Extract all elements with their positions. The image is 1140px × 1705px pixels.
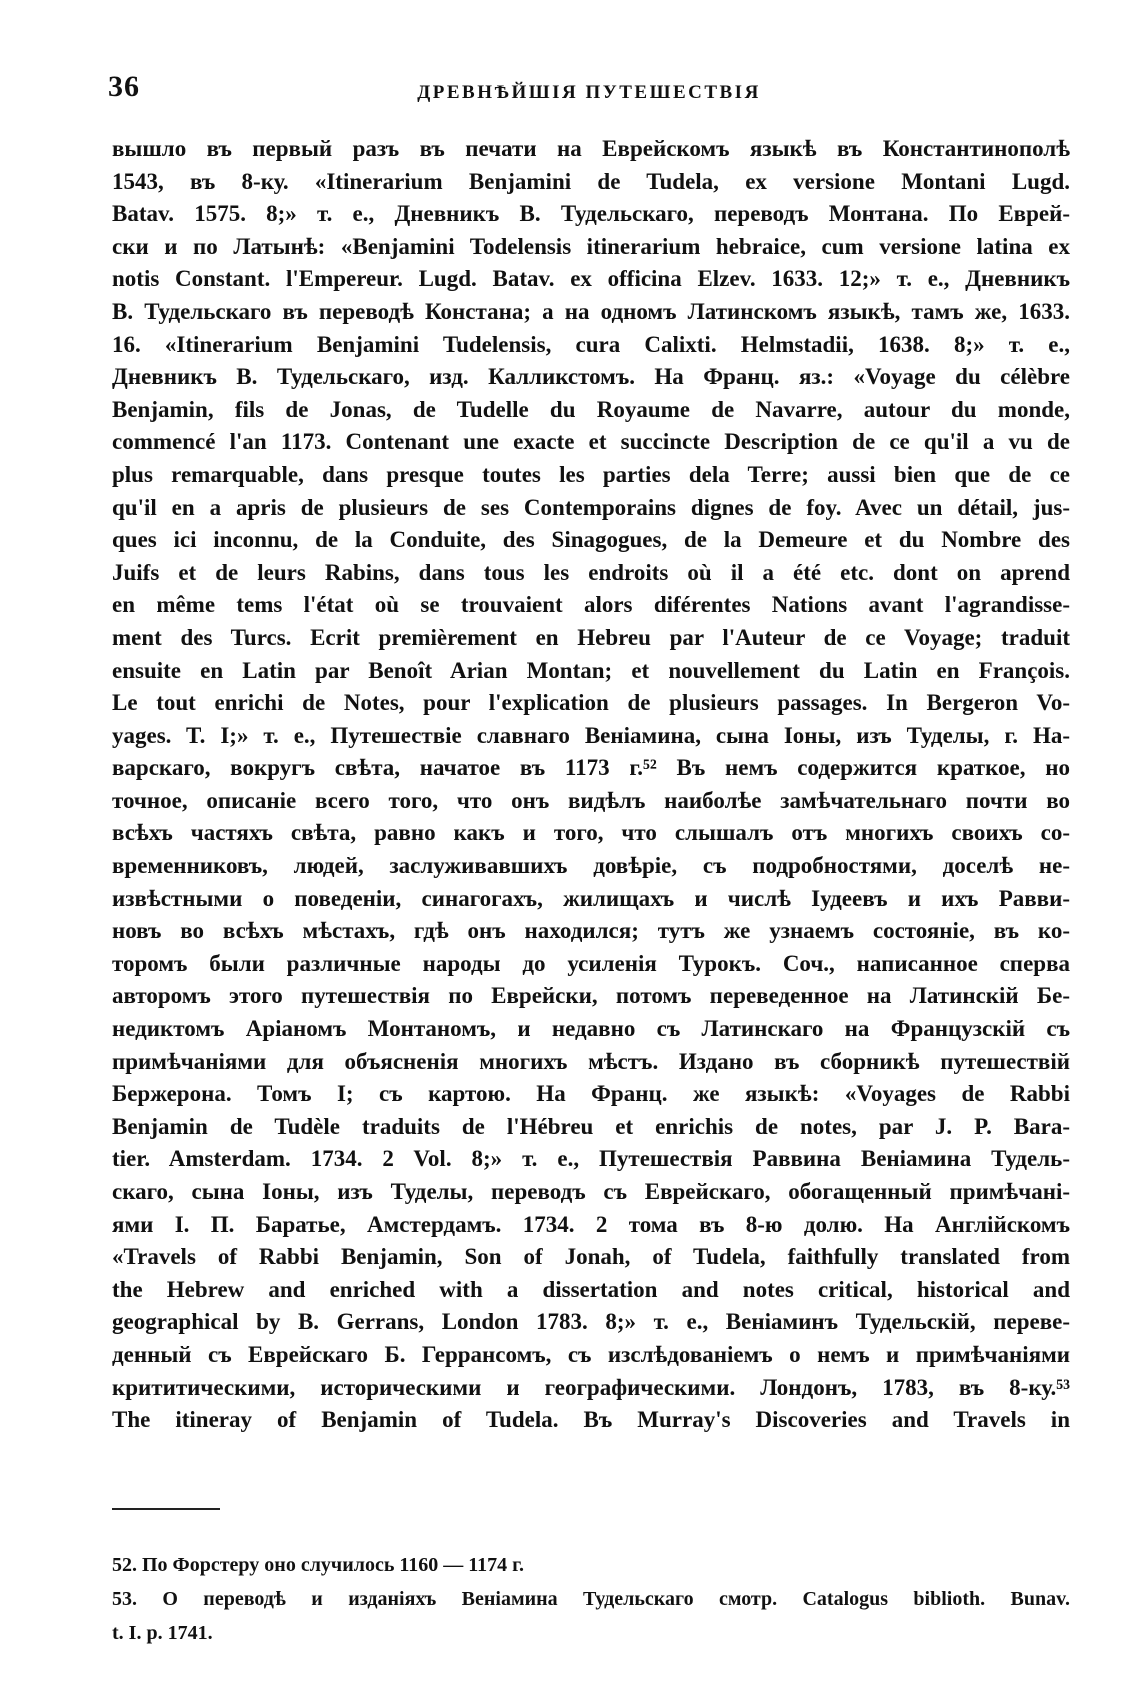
text-line: 16. «Itinerarium Benjamini Tudelensis, cura Calixti. Helmstadii, 1638. 8;» т. е.,	[112, 331, 1070, 357]
text-line: plus remarquable, dans presque toutes les parties dela Terre; aussi bien que de ce	[112, 461, 1070, 487]
text-line: Batav. 1575. 8;» т. е., Дневникъ В. Тудельскаго, переводъ Монтана. По Еврей-	[112, 201, 1070, 227]
text-line: скаго, сына Іоны, изъ Туделы, переводъ съ Еврейскаго, обогащенный примѣчані-	[112, 1179, 1070, 1204]
text-line: the Hebrew and enriched with a dissertation and notes critical, historical and	[112, 1276, 1070, 1302]
text-line: ment des Turcs. Ecrit premièrement en Hebreu par l'Auteur de ce Voyage; traduit	[112, 624, 1070, 650]
text-line: недиктомъ Аріаномъ Монтаномъ, и недавно съ Латинскаго на Французскій съ	[112, 1016, 1070, 1042]
footnote-52: 52. По Форстеру оно случилось 1160 — 1174 г.	[112, 1554, 525, 1576]
text-line: 1543, въ 8-ку. «Itinerarium Benjamini de Tudela, ex versione Montani Lugd.	[112, 168, 1070, 194]
text-line: Дневникъ В. Тудельскаго, изд. Калликстомъ. На Франц. яз.: «Voyage du célèbre	[112, 364, 1070, 390]
text-line: ensuite en Latin par Benoît Arian Montan; et nouvellement du Latin en François.	[112, 657, 1070, 683]
text-line: всѣхъ частяхъ свѣта, равно какъ и того, что слышалъ отъ многихъ своихъ со-	[112, 820, 1070, 846]
text-line: ques ici inconnu, de la Conduite, des Sinagogues, de la Demeure et du Nombre des	[112, 527, 1070, 553]
text-line: временниковъ, людей, заслуживавшихъ довѣріе, съ подробностями, доселѣ не-	[112, 853, 1070, 879]
text-line: en même tems l'état où se trouvaient alors diférentes Nations avant l'agrandisse-	[112, 592, 1070, 618]
text-line: варскаго, вокругъ свѣта, начатое въ 1173 г.⁵² Въ немъ содержится краткое, но	[112, 755, 1070, 781]
text-line: примѣчаніями для объясненія многихъ мѣстъ. Издано въ сборникѣ путешествій	[112, 1048, 1070, 1074]
text-line: торомъ были различные народы до усиленія Турокъ. Соч., написанное сперва	[112, 950, 1070, 976]
text-line: крититическими, историческими и географическими. Лондонъ, 1783, въ 8-ку.⁵³	[112, 1374, 1070, 1400]
text-line: В. Тудельскаго въ переводѣ Констана; а на одномъ Латинскомъ языкѣ, тамъ же, 1633.	[112, 298, 1070, 324]
text-line: yages. T. I;» т. е., Путешествіе славнаго Веніамина, сына Іоны, изъ Туделы, г. На-	[112, 722, 1070, 748]
text-line: новъ во всѣхъ мѣстахъ, гдѣ онъ находился; тутъ же узнаемъ состояніе, въ ко-	[112, 918, 1070, 944]
text-line: commencé l'an 1173. Contenant une exacte et succincte Description de ce qu'il a vu de	[112, 429, 1070, 455]
page-number: 36	[108, 70, 140, 103]
text-line: notis Constant. l'Empereur. Lugd. Batav. ex officina Elzev. 1633. 12;» т. е., Дневникъ	[112, 266, 1070, 292]
footnote-53: 53. О переводѣ и изданіяхъ Веніамина Тудельскаго смотр. Catalogus biblioth. Bunav.	[112, 1588, 1070, 1610]
text-line: qu'il en a apris de plusieurs de ses Contemporains dignes de foy. Avec un détail, jus-	[112, 494, 1070, 520]
text-line: The itineray of Benjamin of Tudela. Въ Murray's Discoveries and Travels in	[112, 1407, 1070, 1433]
text-line: Le tout enrichi de Notes, pour l'explication de plusieurs passages. In Bergeron Vo-	[112, 690, 1070, 716]
body-text	[112, 133, 1070, 1437]
text-line: Бержерона. Томъ I; съ картою. На Франц. же языкѣ: «Voyages de Rabbi	[112, 1081, 1070, 1107]
text-line: ями І. П. Баратье, Амстердамъ. 1734. 2 тома въ 8-ю долю. На Англійскомъ	[112, 1211, 1070, 1237]
footnote-divider	[112, 1508, 220, 1510]
text-line: точное, описаніе всего того, что онъ видѣлъ наиболѣе замѣчательнаго почти во	[112, 787, 1070, 813]
footnotes	[112, 1548, 1070, 1650]
text-line: «Travels of Rabbi Benjamin, Son of Jonah, of Tudela, faithfully translated from	[112, 1244, 1070, 1270]
footnote-53-continued: t. I. p. 1741.	[112, 1622, 213, 1644]
text-line: Benjamin, fils de Jonas, de Tudelle du Royaume de Navarre, autour du monde,	[112, 396, 1070, 422]
text-line: авторомъ этого путешествія по Еврейски, потомъ переведенное на Латинскій Бе-	[112, 983, 1070, 1009]
text-line: извѣстными о поведеніи, синагогахъ, жилищахъ и числѣ Іудеевъ и ихъ Равви-	[112, 885, 1070, 911]
running-head	[108, 70, 1070, 110]
text-line: ски и по Латынѣ: «Benjamini Todelensis itinerarium hebraice, cum versione latina ex	[112, 233, 1070, 259]
text-line: вышло въ первый разъ въ печати на Еврейскомъ языкѣ въ Константинополѣ	[112, 136, 1070, 161]
text-line: Juifs et de leurs Rabins, dans tous les endroits où il a été etc. dont on aprend	[112, 559, 1070, 585]
text-line: geographical by B. Gerrans, London 1783. 8;» т. е., Веніаминъ Тудельскій, переве-	[112, 1309, 1070, 1335]
text-line: tier. Amsterdam. 1734. 2 Vol. 8;» т. е., Путешествія Раввина Веніамина Тудель-	[112, 1146, 1070, 1172]
running-title: ДРЕВНѢЙШІЯ ПУТЕШЕСТВІЯ	[417, 82, 761, 103]
text-line: денный съ Еврейскаго Б. Геррансомъ, съ изслѣдованіемъ о немъ и примѣчаніями	[112, 1341, 1070, 1367]
text-line: Benjamin de Tudèle traduits de l'Hébreu et enrichis de notes, par J. P. Bara-	[112, 1113, 1070, 1139]
